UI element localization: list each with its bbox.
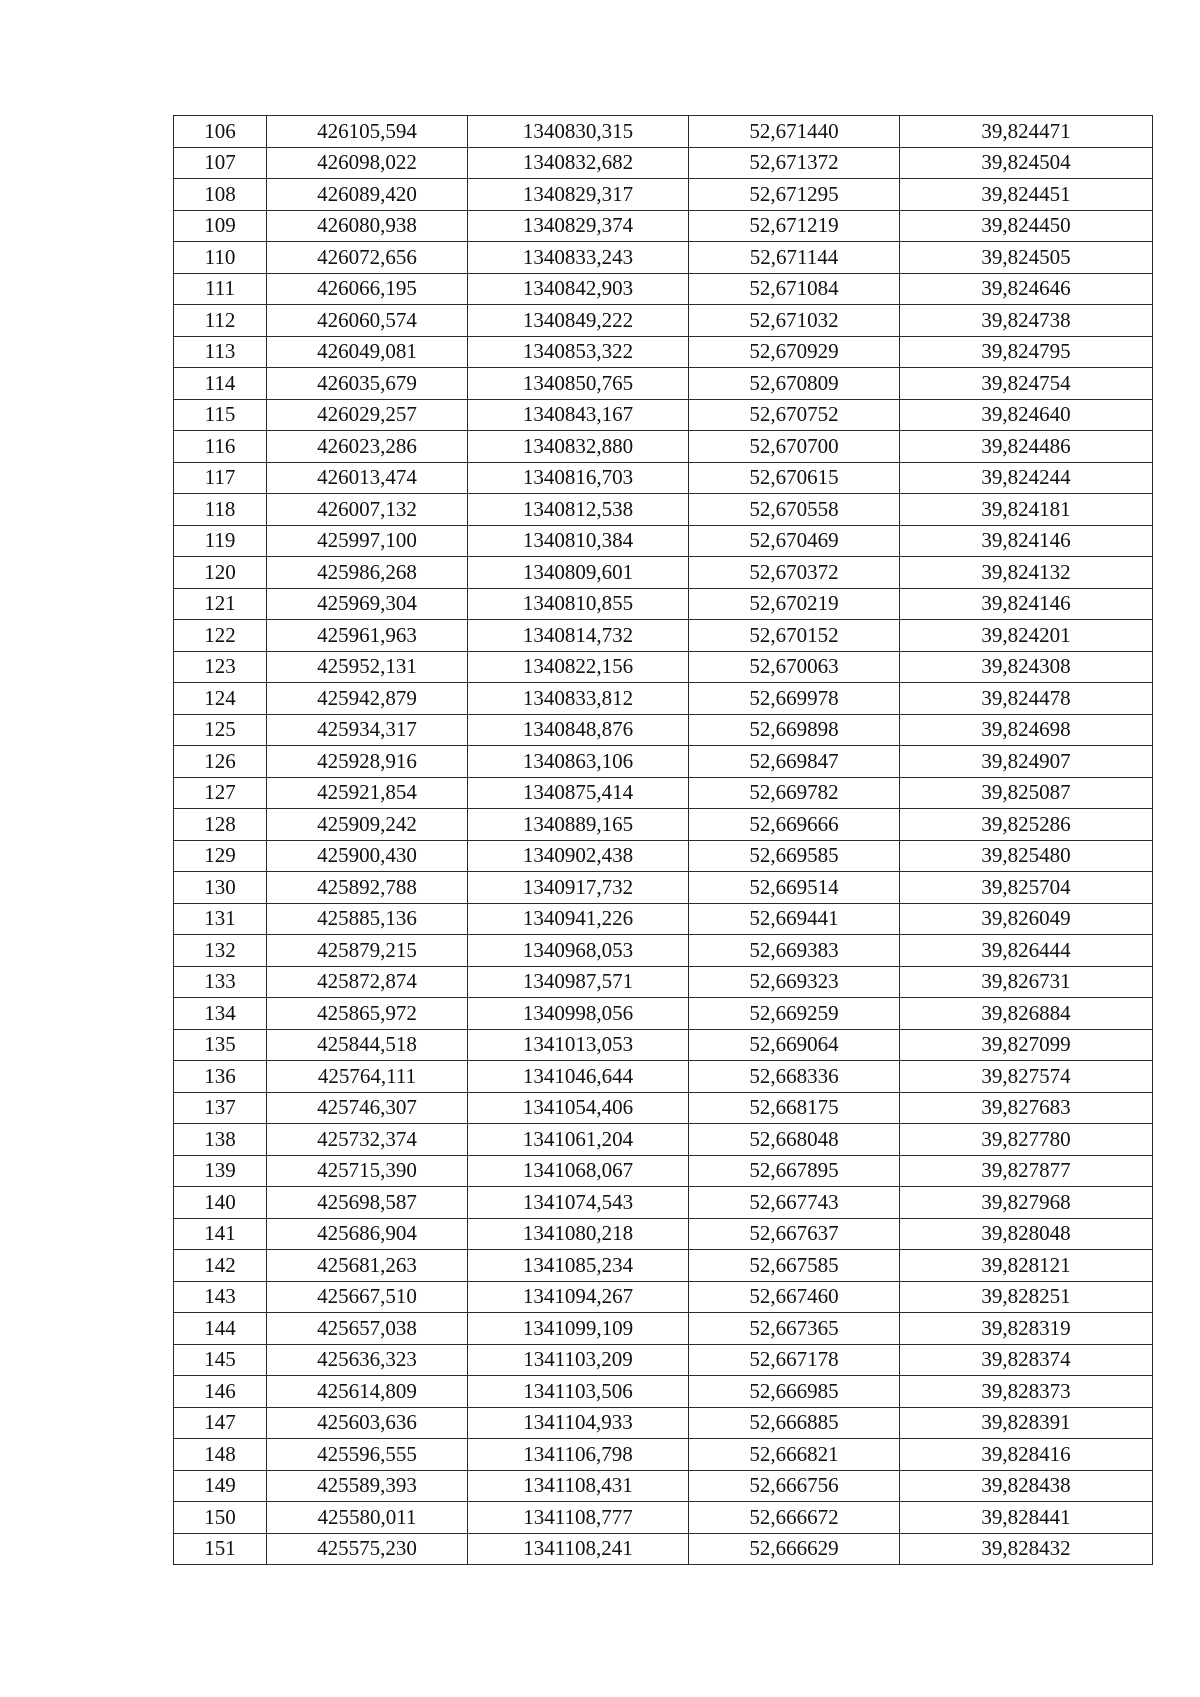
table-row bbox=[174, 683, 1153, 715]
point-number-cell: 129 bbox=[174, 840, 267, 872]
longitude-cell: 39,824795 bbox=[900, 336, 1153, 368]
point-number-cell: 139 bbox=[174, 1155, 267, 1187]
longitude-cell: 39,828438 bbox=[900, 1470, 1153, 1502]
latitude-cell: 52,671219 bbox=[689, 210, 900, 242]
longitude-cell: 39,824646 bbox=[900, 273, 1153, 305]
table-row bbox=[174, 1187, 1153, 1219]
point-number-cell: 146 bbox=[174, 1376, 267, 1408]
latitude-cell: 52,671440 bbox=[689, 116, 900, 148]
latitude-cell: 52,670700 bbox=[689, 431, 900, 463]
y-coordinate-cell: 1340829,317 bbox=[468, 179, 689, 211]
point-number-cell: 108 bbox=[174, 179, 267, 211]
y-coordinate-cell: 1341094,267 bbox=[468, 1281, 689, 1313]
longitude-cell: 39,824504 bbox=[900, 147, 1153, 179]
point-number-cell: 116 bbox=[174, 431, 267, 463]
x-coordinate-cell: 425636,323 bbox=[267, 1344, 468, 1376]
x-coordinate-cell: 425909,242 bbox=[267, 809, 468, 841]
y-coordinate-cell: 1341103,209 bbox=[468, 1344, 689, 1376]
y-coordinate-cell: 1340809,601 bbox=[468, 557, 689, 589]
point-number-cell: 131 bbox=[174, 903, 267, 935]
table-row bbox=[174, 840, 1153, 872]
point-number-cell: 110 bbox=[174, 242, 267, 274]
table-row bbox=[174, 1155, 1153, 1187]
latitude-cell: 52,670615 bbox=[689, 462, 900, 494]
table-row bbox=[174, 651, 1153, 683]
point-number-cell: 150 bbox=[174, 1502, 267, 1534]
point-number-cell: 136 bbox=[174, 1061, 267, 1093]
longitude-cell: 39,827683 bbox=[900, 1092, 1153, 1124]
y-coordinate-cell: 1340832,682 bbox=[468, 147, 689, 179]
x-coordinate-cell: 426023,286 bbox=[267, 431, 468, 463]
x-coordinate-cell: 425928,916 bbox=[267, 746, 468, 778]
x-coordinate-cell: 425603,636 bbox=[267, 1407, 468, 1439]
longitude-cell: 39,824451 bbox=[900, 179, 1153, 211]
latitude-cell: 52,669383 bbox=[689, 935, 900, 967]
point-number-cell: 109 bbox=[174, 210, 267, 242]
latitude-cell: 52,670063 bbox=[689, 651, 900, 683]
table-row bbox=[174, 1250, 1153, 1282]
point-number-cell: 126 bbox=[174, 746, 267, 778]
longitude-cell: 39,828319 bbox=[900, 1313, 1153, 1345]
table-row bbox=[174, 399, 1153, 431]
y-coordinate-cell: 1341068,067 bbox=[468, 1155, 689, 1187]
latitude-cell: 52,670809 bbox=[689, 368, 900, 400]
x-coordinate-cell: 425686,904 bbox=[267, 1218, 468, 1250]
longitude-cell: 39,824308 bbox=[900, 651, 1153, 683]
y-coordinate-cell: 1340968,053 bbox=[468, 935, 689, 967]
x-coordinate-cell: 425596,555 bbox=[267, 1439, 468, 1471]
latitude-cell: 52,668048 bbox=[689, 1124, 900, 1156]
longitude-cell: 39,824754 bbox=[900, 368, 1153, 400]
x-coordinate-cell: 425715,390 bbox=[267, 1155, 468, 1187]
point-number-cell: 130 bbox=[174, 872, 267, 904]
y-coordinate-cell: 1341099,109 bbox=[468, 1313, 689, 1345]
longitude-cell: 39,826731 bbox=[900, 966, 1153, 998]
point-number-cell: 138 bbox=[174, 1124, 267, 1156]
point-number-cell: 127 bbox=[174, 777, 267, 809]
longitude-cell: 39,824244 bbox=[900, 462, 1153, 494]
longitude-cell: 39,824478 bbox=[900, 683, 1153, 715]
x-coordinate-cell: 425698,587 bbox=[267, 1187, 468, 1219]
longitude-cell: 39,825286 bbox=[900, 809, 1153, 841]
y-coordinate-cell: 1340848,876 bbox=[468, 714, 689, 746]
table-row bbox=[174, 588, 1153, 620]
x-coordinate-cell: 425892,788 bbox=[267, 872, 468, 904]
table-row bbox=[174, 1407, 1153, 1439]
y-coordinate-cell: 1340863,106 bbox=[468, 746, 689, 778]
latitude-cell: 52,669847 bbox=[689, 746, 900, 778]
point-number-cell: 132 bbox=[174, 935, 267, 967]
y-coordinate-cell: 1341104,933 bbox=[468, 1407, 689, 1439]
y-coordinate-cell: 1340812,538 bbox=[468, 494, 689, 526]
y-coordinate-cell: 1340987,571 bbox=[468, 966, 689, 998]
x-coordinate-cell: 426060,574 bbox=[267, 305, 468, 337]
y-coordinate-cell: 1340816,703 bbox=[468, 462, 689, 494]
longitude-cell: 39,824486 bbox=[900, 431, 1153, 463]
point-number-cell: 113 bbox=[174, 336, 267, 368]
y-coordinate-cell: 1341054,406 bbox=[468, 1092, 689, 1124]
point-number-cell: 134 bbox=[174, 998, 267, 1030]
x-coordinate-cell: 426013,474 bbox=[267, 462, 468, 494]
point-number-cell: 128 bbox=[174, 809, 267, 841]
point-number-cell: 124 bbox=[174, 683, 267, 715]
table-row bbox=[174, 872, 1153, 904]
latitude-cell: 52,666821 bbox=[689, 1439, 900, 1471]
longitude-cell: 39,827968 bbox=[900, 1187, 1153, 1219]
y-coordinate-cell: 1341108,777 bbox=[468, 1502, 689, 1534]
point-number-cell: 142 bbox=[174, 1250, 267, 1282]
longitude-cell: 39,826049 bbox=[900, 903, 1153, 935]
table-row bbox=[174, 1029, 1153, 1061]
x-coordinate-cell: 425764,111 bbox=[267, 1061, 468, 1093]
y-coordinate-cell: 1340850,765 bbox=[468, 368, 689, 400]
table-row bbox=[174, 777, 1153, 809]
x-coordinate-cell: 425681,263 bbox=[267, 1250, 468, 1282]
point-number-cell: 120 bbox=[174, 557, 267, 589]
longitude-cell: 39,824181 bbox=[900, 494, 1153, 526]
coordinates-table bbox=[173, 115, 1153, 1565]
y-coordinate-cell: 1341108,241 bbox=[468, 1533, 689, 1565]
point-number-cell: 106 bbox=[174, 116, 267, 148]
longitude-cell: 39,825704 bbox=[900, 872, 1153, 904]
point-number-cell: 148 bbox=[174, 1439, 267, 1471]
point-number-cell: 125 bbox=[174, 714, 267, 746]
longitude-cell: 39,824738 bbox=[900, 305, 1153, 337]
latitude-cell: 52,666885 bbox=[689, 1407, 900, 1439]
longitude-cell: 39,828121 bbox=[900, 1250, 1153, 1282]
point-number-cell: 111 bbox=[174, 273, 267, 305]
point-number-cell: 149 bbox=[174, 1470, 267, 1502]
table-row bbox=[174, 998, 1153, 1030]
x-coordinate-cell: 426089,420 bbox=[267, 179, 468, 211]
latitude-cell: 52,666672 bbox=[689, 1502, 900, 1534]
table-row bbox=[174, 935, 1153, 967]
table-row bbox=[174, 1439, 1153, 1471]
y-coordinate-cell: 1340810,384 bbox=[468, 525, 689, 557]
longitude-cell: 39,827099 bbox=[900, 1029, 1153, 1061]
point-number-cell: 151 bbox=[174, 1533, 267, 1565]
x-coordinate-cell: 426007,132 bbox=[267, 494, 468, 526]
x-coordinate-cell: 426029,257 bbox=[267, 399, 468, 431]
point-number-cell: 147 bbox=[174, 1407, 267, 1439]
latitude-cell: 52,667585 bbox=[689, 1250, 900, 1282]
x-coordinate-cell: 425921,854 bbox=[267, 777, 468, 809]
y-coordinate-cell: 1340849,222 bbox=[468, 305, 689, 337]
y-coordinate-cell: 1340842,903 bbox=[468, 273, 689, 305]
table-row bbox=[174, 557, 1153, 589]
latitude-cell: 52,669782 bbox=[689, 777, 900, 809]
x-coordinate-cell: 426072,656 bbox=[267, 242, 468, 274]
latitude-cell: 52,671032 bbox=[689, 305, 900, 337]
x-coordinate-cell: 425879,215 bbox=[267, 935, 468, 967]
longitude-cell: 39,826884 bbox=[900, 998, 1153, 1030]
table-row bbox=[174, 525, 1153, 557]
longitude-cell: 39,825480 bbox=[900, 840, 1153, 872]
latitude-cell: 52,670219 bbox=[689, 588, 900, 620]
y-coordinate-cell: 1341106,798 bbox=[468, 1439, 689, 1471]
longitude-cell: 39,824640 bbox=[900, 399, 1153, 431]
x-coordinate-cell: 425580,011 bbox=[267, 1502, 468, 1534]
y-coordinate-cell: 1340830,315 bbox=[468, 116, 689, 148]
x-coordinate-cell: 425575,230 bbox=[267, 1533, 468, 1565]
point-number-cell: 107 bbox=[174, 147, 267, 179]
x-coordinate-cell: 426105,594 bbox=[267, 116, 468, 148]
latitude-cell: 52,669064 bbox=[689, 1029, 900, 1061]
latitude-cell: 52,667178 bbox=[689, 1344, 900, 1376]
y-coordinate-cell: 1340829,374 bbox=[468, 210, 689, 242]
table-row bbox=[174, 746, 1153, 778]
longitude-cell: 39,827780 bbox=[900, 1124, 1153, 1156]
latitude-cell: 52,671144 bbox=[689, 242, 900, 274]
latitude-cell: 52,667460 bbox=[689, 1281, 900, 1313]
x-coordinate-cell: 425969,304 bbox=[267, 588, 468, 620]
point-number-cell: 118 bbox=[174, 494, 267, 526]
x-coordinate-cell: 425746,307 bbox=[267, 1092, 468, 1124]
latitude-cell: 52,666985 bbox=[689, 1376, 900, 1408]
y-coordinate-cell: 1341085,234 bbox=[468, 1250, 689, 1282]
longitude-cell: 39,828416 bbox=[900, 1439, 1153, 1471]
x-coordinate-cell: 425961,963 bbox=[267, 620, 468, 652]
table-row bbox=[174, 1281, 1153, 1313]
x-coordinate-cell: 426098,022 bbox=[267, 147, 468, 179]
point-number-cell: 117 bbox=[174, 462, 267, 494]
y-coordinate-cell: 1340833,812 bbox=[468, 683, 689, 715]
table-row bbox=[174, 903, 1153, 935]
y-coordinate-cell: 1340917,732 bbox=[468, 872, 689, 904]
table-row bbox=[174, 1502, 1153, 1534]
y-coordinate-cell: 1341074,543 bbox=[468, 1187, 689, 1219]
point-number-cell: 135 bbox=[174, 1029, 267, 1061]
table-row bbox=[174, 210, 1153, 242]
longitude-cell: 39,824201 bbox=[900, 620, 1153, 652]
point-number-cell: 144 bbox=[174, 1313, 267, 1345]
table-row bbox=[174, 305, 1153, 337]
latitude-cell: 52,669978 bbox=[689, 683, 900, 715]
latitude-cell: 52,670558 bbox=[689, 494, 900, 526]
y-coordinate-cell: 1340832,880 bbox=[468, 431, 689, 463]
latitude-cell: 52,669323 bbox=[689, 966, 900, 998]
latitude-cell: 52,666756 bbox=[689, 1470, 900, 1502]
table-row bbox=[174, 809, 1153, 841]
table-row bbox=[174, 1218, 1153, 1250]
point-number-cell: 112 bbox=[174, 305, 267, 337]
x-coordinate-cell: 425872,874 bbox=[267, 966, 468, 998]
point-number-cell: 121 bbox=[174, 588, 267, 620]
table-row bbox=[174, 1533, 1153, 1565]
latitude-cell: 52,669514 bbox=[689, 872, 900, 904]
y-coordinate-cell: 1340833,243 bbox=[468, 242, 689, 274]
table-row bbox=[174, 462, 1153, 494]
x-coordinate-cell: 425900,430 bbox=[267, 840, 468, 872]
point-number-cell: 122 bbox=[174, 620, 267, 652]
y-coordinate-cell: 1341013,053 bbox=[468, 1029, 689, 1061]
table-row bbox=[174, 431, 1153, 463]
y-coordinate-cell: 1340814,732 bbox=[468, 620, 689, 652]
latitude-cell: 52,670372 bbox=[689, 557, 900, 589]
longitude-cell: 39,828432 bbox=[900, 1533, 1153, 1565]
y-coordinate-cell: 1341108,431 bbox=[468, 1470, 689, 1502]
latitude-cell: 52,669259 bbox=[689, 998, 900, 1030]
table-row bbox=[174, 494, 1153, 526]
y-coordinate-cell: 1341080,218 bbox=[468, 1218, 689, 1250]
point-number-cell: 143 bbox=[174, 1281, 267, 1313]
x-coordinate-cell: 425885,136 bbox=[267, 903, 468, 935]
point-number-cell: 133 bbox=[174, 966, 267, 998]
x-coordinate-cell: 425614,809 bbox=[267, 1376, 468, 1408]
y-coordinate-cell: 1340889,165 bbox=[468, 809, 689, 841]
point-number-cell: 114 bbox=[174, 368, 267, 400]
y-coordinate-cell: 1340875,414 bbox=[468, 777, 689, 809]
table-row bbox=[174, 966, 1153, 998]
x-coordinate-cell: 425986,268 bbox=[267, 557, 468, 589]
latitude-cell: 52,670469 bbox=[689, 525, 900, 557]
longitude-cell: 39,824471 bbox=[900, 116, 1153, 148]
longitude-cell: 39,824505 bbox=[900, 242, 1153, 274]
longitude-cell: 39,828441 bbox=[900, 1502, 1153, 1534]
table-row bbox=[174, 179, 1153, 211]
point-number-cell: 140 bbox=[174, 1187, 267, 1219]
longitude-cell: 39,828251 bbox=[900, 1281, 1153, 1313]
y-coordinate-cell: 1340902,438 bbox=[468, 840, 689, 872]
latitude-cell: 52,666629 bbox=[689, 1533, 900, 1565]
y-coordinate-cell: 1341046,644 bbox=[468, 1061, 689, 1093]
latitude-cell: 52,667365 bbox=[689, 1313, 900, 1345]
longitude-cell: 39,828373 bbox=[900, 1376, 1153, 1408]
point-number-cell: 141 bbox=[174, 1218, 267, 1250]
x-coordinate-cell: 425657,038 bbox=[267, 1313, 468, 1345]
x-coordinate-cell: 425997,100 bbox=[267, 525, 468, 557]
longitude-cell: 39,828048 bbox=[900, 1218, 1153, 1250]
table-row bbox=[174, 1376, 1153, 1408]
latitude-cell: 52,671372 bbox=[689, 147, 900, 179]
table-row bbox=[174, 1124, 1153, 1156]
longitude-cell: 39,824698 bbox=[900, 714, 1153, 746]
table-row bbox=[174, 147, 1153, 179]
x-coordinate-cell: 426035,679 bbox=[267, 368, 468, 400]
y-coordinate-cell: 1340853,322 bbox=[468, 336, 689, 368]
table-row bbox=[174, 242, 1153, 274]
table-row bbox=[174, 1470, 1153, 1502]
point-number-cell: 115 bbox=[174, 399, 267, 431]
latitude-cell: 52,669441 bbox=[689, 903, 900, 935]
longitude-cell: 39,824907 bbox=[900, 746, 1153, 778]
longitude-cell: 39,826444 bbox=[900, 935, 1153, 967]
latitude-cell: 52,668175 bbox=[689, 1092, 900, 1124]
table-row bbox=[174, 1092, 1153, 1124]
y-coordinate-cell: 1340998,056 bbox=[468, 998, 689, 1030]
latitude-cell: 52,669585 bbox=[689, 840, 900, 872]
latitude-cell: 52,668336 bbox=[689, 1061, 900, 1093]
longitude-cell: 39,828374 bbox=[900, 1344, 1153, 1376]
x-coordinate-cell: 425952,131 bbox=[267, 651, 468, 683]
x-coordinate-cell: 425844,518 bbox=[267, 1029, 468, 1061]
point-number-cell: 145 bbox=[174, 1344, 267, 1376]
y-coordinate-cell: 1340822,156 bbox=[468, 651, 689, 683]
point-number-cell: 123 bbox=[174, 651, 267, 683]
y-coordinate-cell: 1340843,167 bbox=[468, 399, 689, 431]
table-row bbox=[174, 336, 1153, 368]
point-number-cell: 137 bbox=[174, 1092, 267, 1124]
x-coordinate-cell: 425865,972 bbox=[267, 998, 468, 1030]
latitude-cell: 52,671295 bbox=[689, 179, 900, 211]
latitude-cell: 52,670152 bbox=[689, 620, 900, 652]
y-coordinate-cell: 1340810,855 bbox=[468, 588, 689, 620]
x-coordinate-cell: 425589,393 bbox=[267, 1470, 468, 1502]
longitude-cell: 39,828391 bbox=[900, 1407, 1153, 1439]
longitude-cell: 39,824132 bbox=[900, 557, 1153, 589]
x-coordinate-cell: 426066,195 bbox=[267, 273, 468, 305]
table-row bbox=[174, 1061, 1153, 1093]
longitude-cell: 39,824450 bbox=[900, 210, 1153, 242]
table-row bbox=[174, 620, 1153, 652]
table-row bbox=[174, 368, 1153, 400]
latitude-cell: 52,667637 bbox=[689, 1218, 900, 1250]
table-row bbox=[174, 714, 1153, 746]
y-coordinate-cell: 1341103,506 bbox=[468, 1376, 689, 1408]
longitude-cell: 39,827877 bbox=[900, 1155, 1153, 1187]
table-row bbox=[174, 116, 1153, 148]
coordinates-table-body bbox=[174, 116, 1153, 1565]
latitude-cell: 52,667743 bbox=[689, 1187, 900, 1219]
longitude-cell: 39,824146 bbox=[900, 525, 1153, 557]
latitude-cell: 52,667895 bbox=[689, 1155, 900, 1187]
latitude-cell: 52,671084 bbox=[689, 273, 900, 305]
y-coordinate-cell: 1341061,204 bbox=[468, 1124, 689, 1156]
table-row bbox=[174, 1313, 1153, 1345]
table-row bbox=[174, 1344, 1153, 1376]
latitude-cell: 52,670929 bbox=[689, 336, 900, 368]
x-coordinate-cell: 426080,938 bbox=[267, 210, 468, 242]
x-coordinate-cell: 425667,510 bbox=[267, 1281, 468, 1313]
x-coordinate-cell: 425732,374 bbox=[267, 1124, 468, 1156]
table-row bbox=[174, 273, 1153, 305]
point-number-cell: 119 bbox=[174, 525, 267, 557]
longitude-cell: 39,825087 bbox=[900, 777, 1153, 809]
longitude-cell: 39,824146 bbox=[900, 588, 1153, 620]
latitude-cell: 52,669666 bbox=[689, 809, 900, 841]
longitude-cell: 39,827574 bbox=[900, 1061, 1153, 1093]
y-coordinate-cell: 1340941,226 bbox=[468, 903, 689, 935]
latitude-cell: 52,669898 bbox=[689, 714, 900, 746]
latitude-cell: 52,670752 bbox=[689, 399, 900, 431]
x-coordinate-cell: 426049,081 bbox=[267, 336, 468, 368]
x-coordinate-cell: 425942,879 bbox=[267, 683, 468, 715]
x-coordinate-cell: 425934,317 bbox=[267, 714, 468, 746]
